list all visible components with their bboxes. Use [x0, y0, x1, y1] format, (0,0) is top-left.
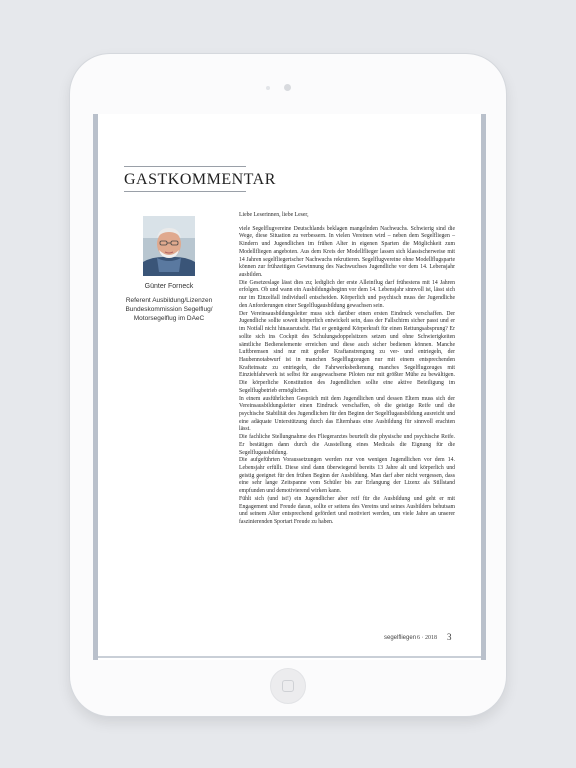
page-edge-bar-left	[93, 114, 98, 660]
front-sensor	[266, 86, 270, 90]
article-paragraph: Der Vereinsausbildungsleiter muss sich darüber einen ersten Eindruck verschaffen. Der Jugendliche sollte soweit körperlich entwickelt sein, dass der Fallschirm sicher passt und er im Notfall nicht hinausrutscht. Hat er genügend Körperkraft für einen Rettungsabsprung? Er sollte sich ins Cockpit des Schulungsdoppelsitzers setzen und ohne Schwierigkeiten sämtliche Bedienelemente erreichen und diese auch sicher bedienen können. Manche Luftbremsen sind nur mit großer Kraftanstrengung zu ver- und entriegeln, der Haubennotabwurf ist in manchen Segelflugzeugen nur mit einem entsprechenden Krafteinsatz zu entriegeln, die Fahrwerksbedienung manches Segelflugzeuges mit Einziehfahrwerk ist selbst für ausgewachsene Piloten nur mit größter Mühe zu bewältigen. Die körperliche Konstitution des Jugendlichen sollte eine aktive Beteiligung im Segelflugbetrieb ermöglichen.	[239, 310, 455, 394]
article-greeting: Liebe Leserinnen, liebe Leser,	[239, 212, 309, 218]
article-paragraph: viele Segelflugvereine Deutschlands beklagen mangelnden Nachwuchs. Schwierig sind die Wege, diese Situation zu verbessern. In vielen Vereinen wird – neben dem Segelfliegen – Kindern und Jugendlichen im frühen Alter in eigenen Sparten die Möglichkeit zum Modellfliegen angeboten. Aus dem Kreis der Modellflieger lassen sich klassischerweise mit 14 Jahren segelfliegerischer Nachwuchs rekrutieren. Segelflugvereine ohne Modellflugsparte können zur frühzeitigen Gewinnung des Nachwuchses Jugendliche vor dem 14. Lebensjahr ausbilden.	[239, 225, 455, 279]
article-paragraph: Die Gesetzeslage lässt dies zu; lediglich der erste Alleinflug darf frühestens mit 14 Jahren erfolgen. Ob und wann ein Ausbildungsbeginn vor dem 14. Lebensjahr sinnvoll ist, lässt sich nur im Einzelfall individuell entscheiden. Körperlich und psychisch muss der Jugendliche den Anforderungen einer Segelflugausbildung gewachsen sein.	[239, 279, 455, 309]
article-paragraph: In einem ausführlichen Gespräch mit dem Jugendlichen und dessen Eltern muss sich der Vereinsausbildungsleiter einen Eindruck verschaffen, ob die geistige Reife und die psychische Stabilität des Jugendlichen für den Beginn der Segelflugausbildung ausreicht und eine adäquate Unterstützung durch das Elternhaus eine Ausbildung für sinnvoll erachten lässt.	[239, 395, 455, 433]
section-title: GASTKOMMENTAR	[124, 171, 276, 188]
article-body	[239, 212, 455, 527]
author-photo	[143, 216, 195, 276]
page-bottom-rule	[98, 656, 481, 658]
home-square-icon	[282, 680, 294, 692]
footer-magazine-name: segelfliegen	[384, 635, 417, 641]
page-number: 3	[447, 632, 452, 642]
article-paragraph: Die aufgeführten Voraussetzungen werden nur von wenigen Jugendlichen vor dem 14. Lebensjahr erfüllt. Diese sind dann überwiegend bereits 13 Jahre alt und körperlich und geistig geeignet für den frühen Beginn der Ausbildung. Man darf aber nicht vergessen, dass eine sehr lange Zeitspanne vom Schüler bis zur Erlangung der Lizenz als Stillstand empfunden und demotivierend wirken kann.	[239, 457, 455, 495]
front-camera-icon	[284, 84, 291, 91]
title-rule-bottom	[124, 191, 246, 192]
author-name: Günter Forneck	[144, 283, 194, 290]
title-rule-top	[124, 166, 246, 167]
page-edge-bar-right	[481, 114, 486, 660]
article-paragraph: Die fachliche Stellungnahme des Fliegerarztes beurteilt die physische und psychische Reife. Er bestätigen dann durch die Ausstellung eines Medicals die Eignung für die Segelflugausbildung.	[239, 434, 455, 456]
author-portrait-icon	[143, 216, 195, 276]
article-paragraph: Fühlt sich (und ist!) ein Jugendlicher aber reif für die Ausbildung und geht er mit Engagement und Freude daran, sollte er seitens des Vereins und seines Ausbilders behutsam und seinem Alter entsprechend gefördert und motiviert werden, um viele Jahre an unserer faszinierenden Sportart Freude zu haben.	[239, 495, 455, 526]
footer-issue: 6 · 2018	[417, 635, 437, 641]
author-role: Referent Ausbildung/Lizenzen Bundeskommission Segelflug/ Motorsegelflug im DAeC	[125, 297, 213, 322]
